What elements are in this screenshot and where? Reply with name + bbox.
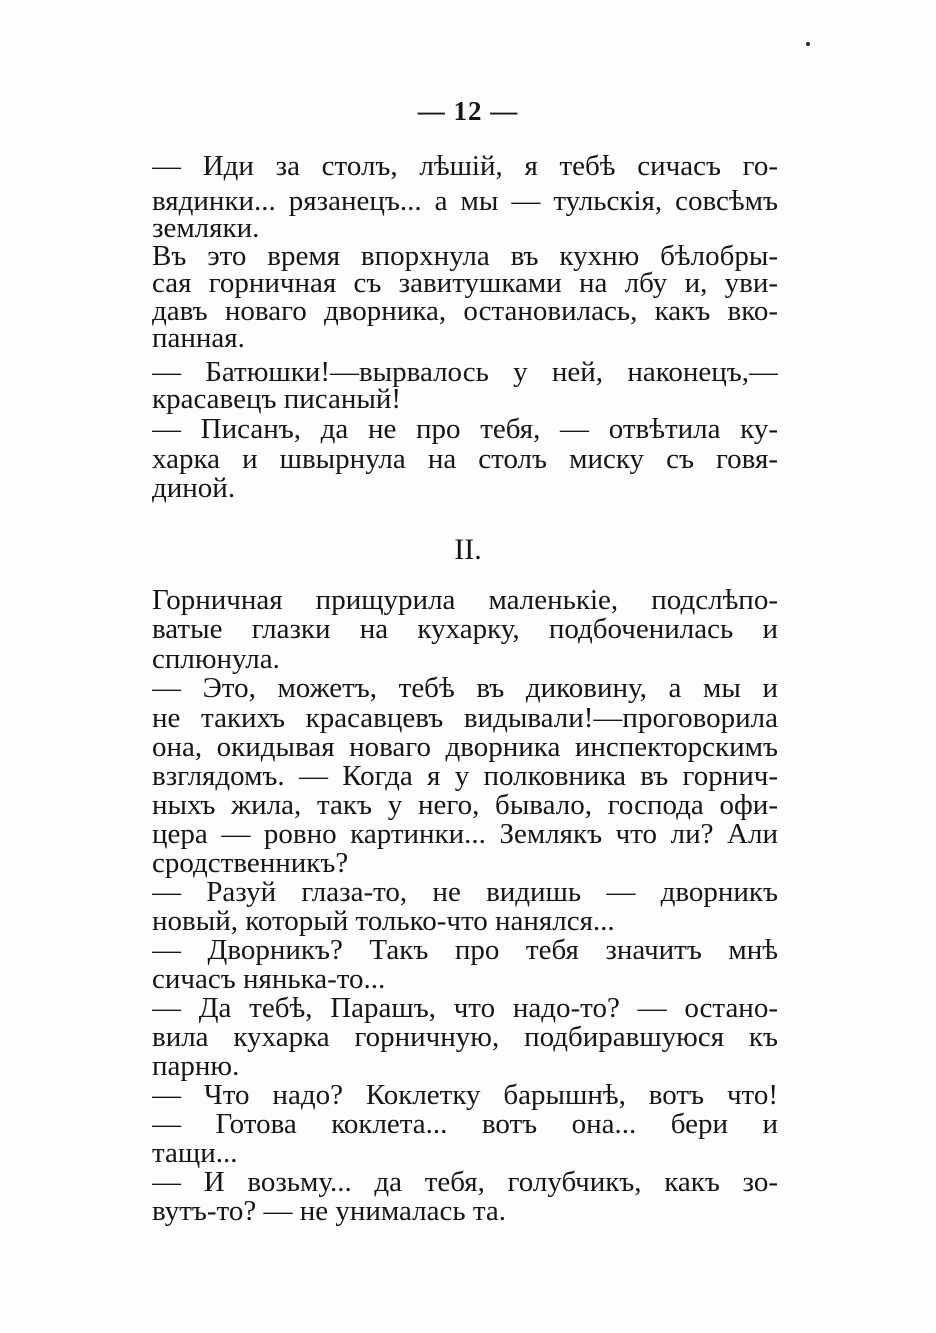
text-line: цера — ровно картинки... Землякъ что ли? Али <box>152 818 778 850</box>
text-line: диной. <box>152 472 236 504</box>
text-line: красавецъ писаный! <box>152 383 402 415</box>
text-line: сплюнула. <box>152 643 280 675</box>
text-line: вутъ-то? — не унималась та. <box>152 1195 506 1227</box>
text-line: Горничная прищурила маленькіе, подслѣпо- <box>152 584 778 616</box>
text-line: Въ это время впорхнула въ кухню бѣлобры- <box>152 240 778 272</box>
text-line: сичасъ нянька-то... <box>152 963 386 995</box>
text-line: — Дворникъ? Такъ про тебя значитъ мнѣ <box>152 934 778 966</box>
text-line: — Готова коклета... вотъ она... бери и <box>152 1108 778 1140</box>
text-line: ватые глазки на кухарку, подбоченилась и <box>152 613 778 645</box>
text-line: сая горничная съ завитушками на лбу и, уви- <box>152 267 778 299</box>
text-line: — Разуй глаза-то, не видишь — дворникъ <box>152 876 778 908</box>
text-line: — Иди за столъ, лѣшій, я тебѣ сичасъ го- <box>152 150 778 182</box>
ink-speck <box>806 42 810 46</box>
text-line: парню. <box>152 1050 240 1082</box>
text-line: давъ новаго дворника, остановилась, какъ вко- <box>152 295 778 327</box>
text-line: вила кухарка горничную, подбиравшуюся къ <box>152 1021 778 1053</box>
text-line: — Батюшки!—вырвалось у ней, наконецъ,— <box>152 356 778 388</box>
text-line: — Что надо? Коклетку барышнѣ, вотъ что! <box>152 1079 778 1111</box>
text-line: — Да тебѣ, Парашъ, что надо-то? — остано- <box>152 992 778 1024</box>
text-line: — Это, можетъ, тебѣ въ диковину, а мы и <box>152 672 778 704</box>
text-line: ныхъ жила, такъ у него, бывало, господа офи- <box>152 789 778 821</box>
page-number: — 12 — <box>417 96 519 126</box>
text-line: панная. <box>152 322 245 354</box>
text-line: — И возьму... да тебя, голубчикъ, какъ зо- <box>152 1166 778 1198</box>
text-line: харка и швырнула на столъ миску съ говя- <box>152 443 778 475</box>
text-line: земляки. <box>152 212 260 244</box>
text-line: не такихъ красавцевъ видывали!—проговорила <box>152 702 778 734</box>
text-line: тащи... <box>152 1137 238 1169</box>
text-line: взглядомъ. — Когда я у полковника въ горнич- <box>152 760 778 792</box>
text-line: вядинки... рязанецъ... а мы — тульскія, совсѣмъ <box>152 185 778 217</box>
text-line: сродственникъ? <box>152 847 349 879</box>
section-heading: II. <box>454 533 482 566</box>
text-line: новый, который только-что нанялся... <box>152 905 615 937</box>
text-line: она, окидывая новаго дворника инспекторскимъ <box>152 731 778 763</box>
text-line: — Писанъ, да не про тебя, — отвѣтила ку- <box>152 413 778 445</box>
